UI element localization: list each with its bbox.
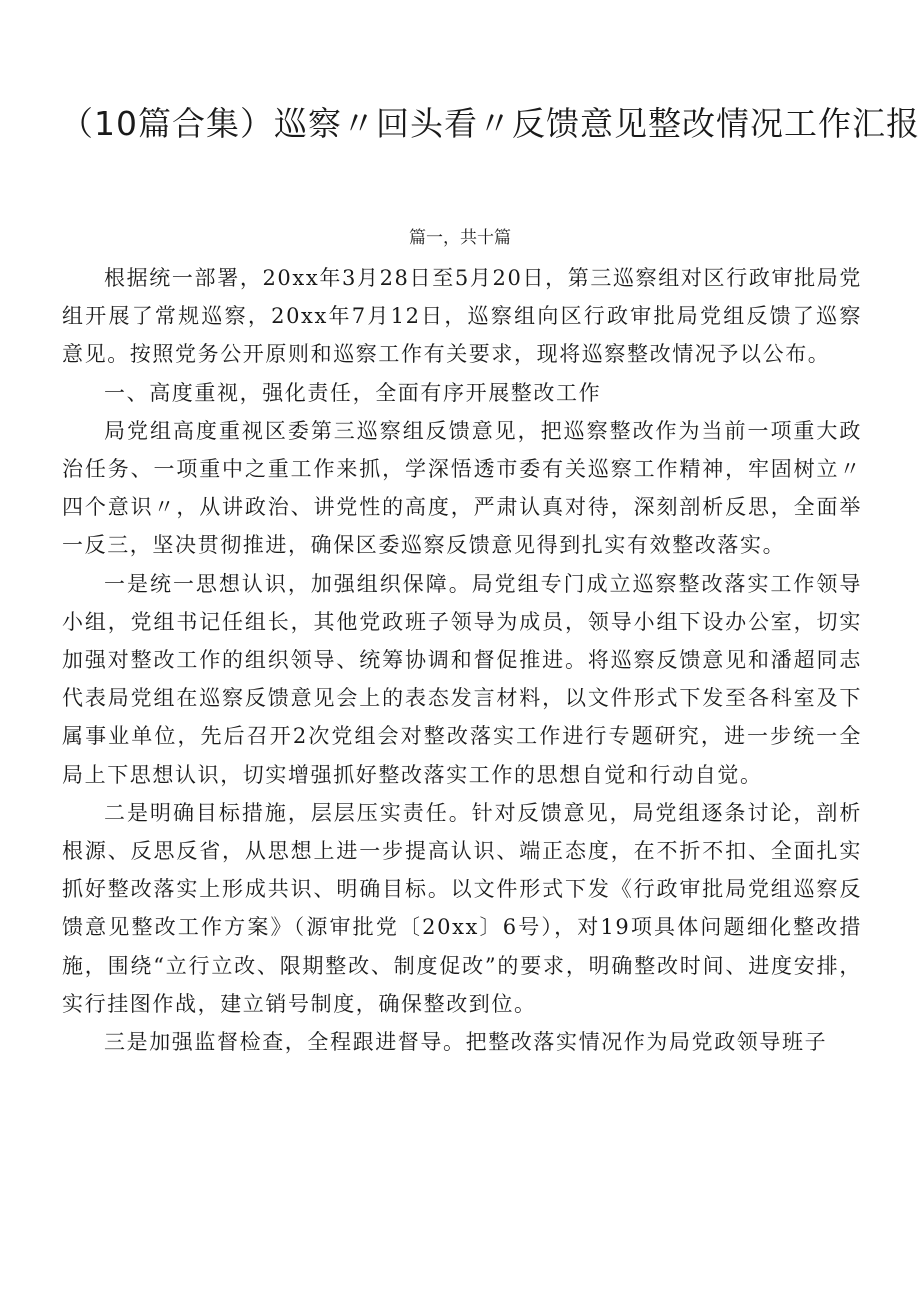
paragraph-point-1: 一是统一思想认识，加强组织保障。局党组专门成立巡察整改落实工作领导小组，党组书记任组长，其他党政班子领导为成员，领导小组下设办公室，切实加强对整改工作的组织领导、统筹协调和督促推进。将巡察反馈意见和潘超同志代表局党组在巡察反馈意见会上的表态发言材料，以文件形式下发至各科室及下属事业单位，先后召开2次党组会对整改落实工作进行专题研究，进一步统一全局上下思想认识，切实增强抓好整改落实工作的思想自觉和行动自觉。 [62,571,862,787]
paragraph-point-2: 二是明确目标措施，层层压实责任。针对反馈意见，局党组逐条讨论，剖析根源、反思反省，从思想上进一步提高认识、端正态度，在不折不扣、全面扎实抓好整改落实上形成共识、明确目标。以文件形式下发《行政审批局党组巡察反馈意见整改工作方案》（源审批党〔20xx〕6号），对19项具体问题细化整改措施，围绕“立行立改、限期整改、制度促改”的要求，明确整改时间、进度安排，实行挂图作战，建立销号制度，确保整改到位。 [62,800,862,1016]
document-subtitle: 篇一，共十篇 [409,228,511,248]
paragraph-intro: 根据统一部署，20xx年3月28日至5月20日，第三巡察组对区行政审批局党组开展了常规巡察，20xx年7月12日，巡察组向区行政审批局党组反馈了巡察意见。按照党务公开原则和巡察工作有关要求，现将巡察整改情况予以公布。 [62,266,862,367]
document-body [62,259,862,1061]
section-heading-1: 一、高度重视，强化责任，全面有序开展整改工作 [104,380,602,405]
paragraph-section-1: 局党组高度重视区委第三巡察组反馈意见，把巡察整改作为当前一项重大政治任务、一项重中之重工作来抓，学深悟透市委有关巡察工作精神，牢固树立〃四个意识〃，从讲政治、讲党性的高度，严肃认真对待，深刻剖析反思，全面举一反三，坚决贯彻推进，确保区委巡察反馈意见得到扎实有效整改落实。 [62,418,862,558]
document-title: （10篇合集）巡察〃回头看〃反馈意见整改情况工作汇报 [60,104,920,143]
paragraph-point-3: 三是加强监督检查，全程跟进督导。把整改落实情况作为局党政领导班子 [104,1030,828,1055]
